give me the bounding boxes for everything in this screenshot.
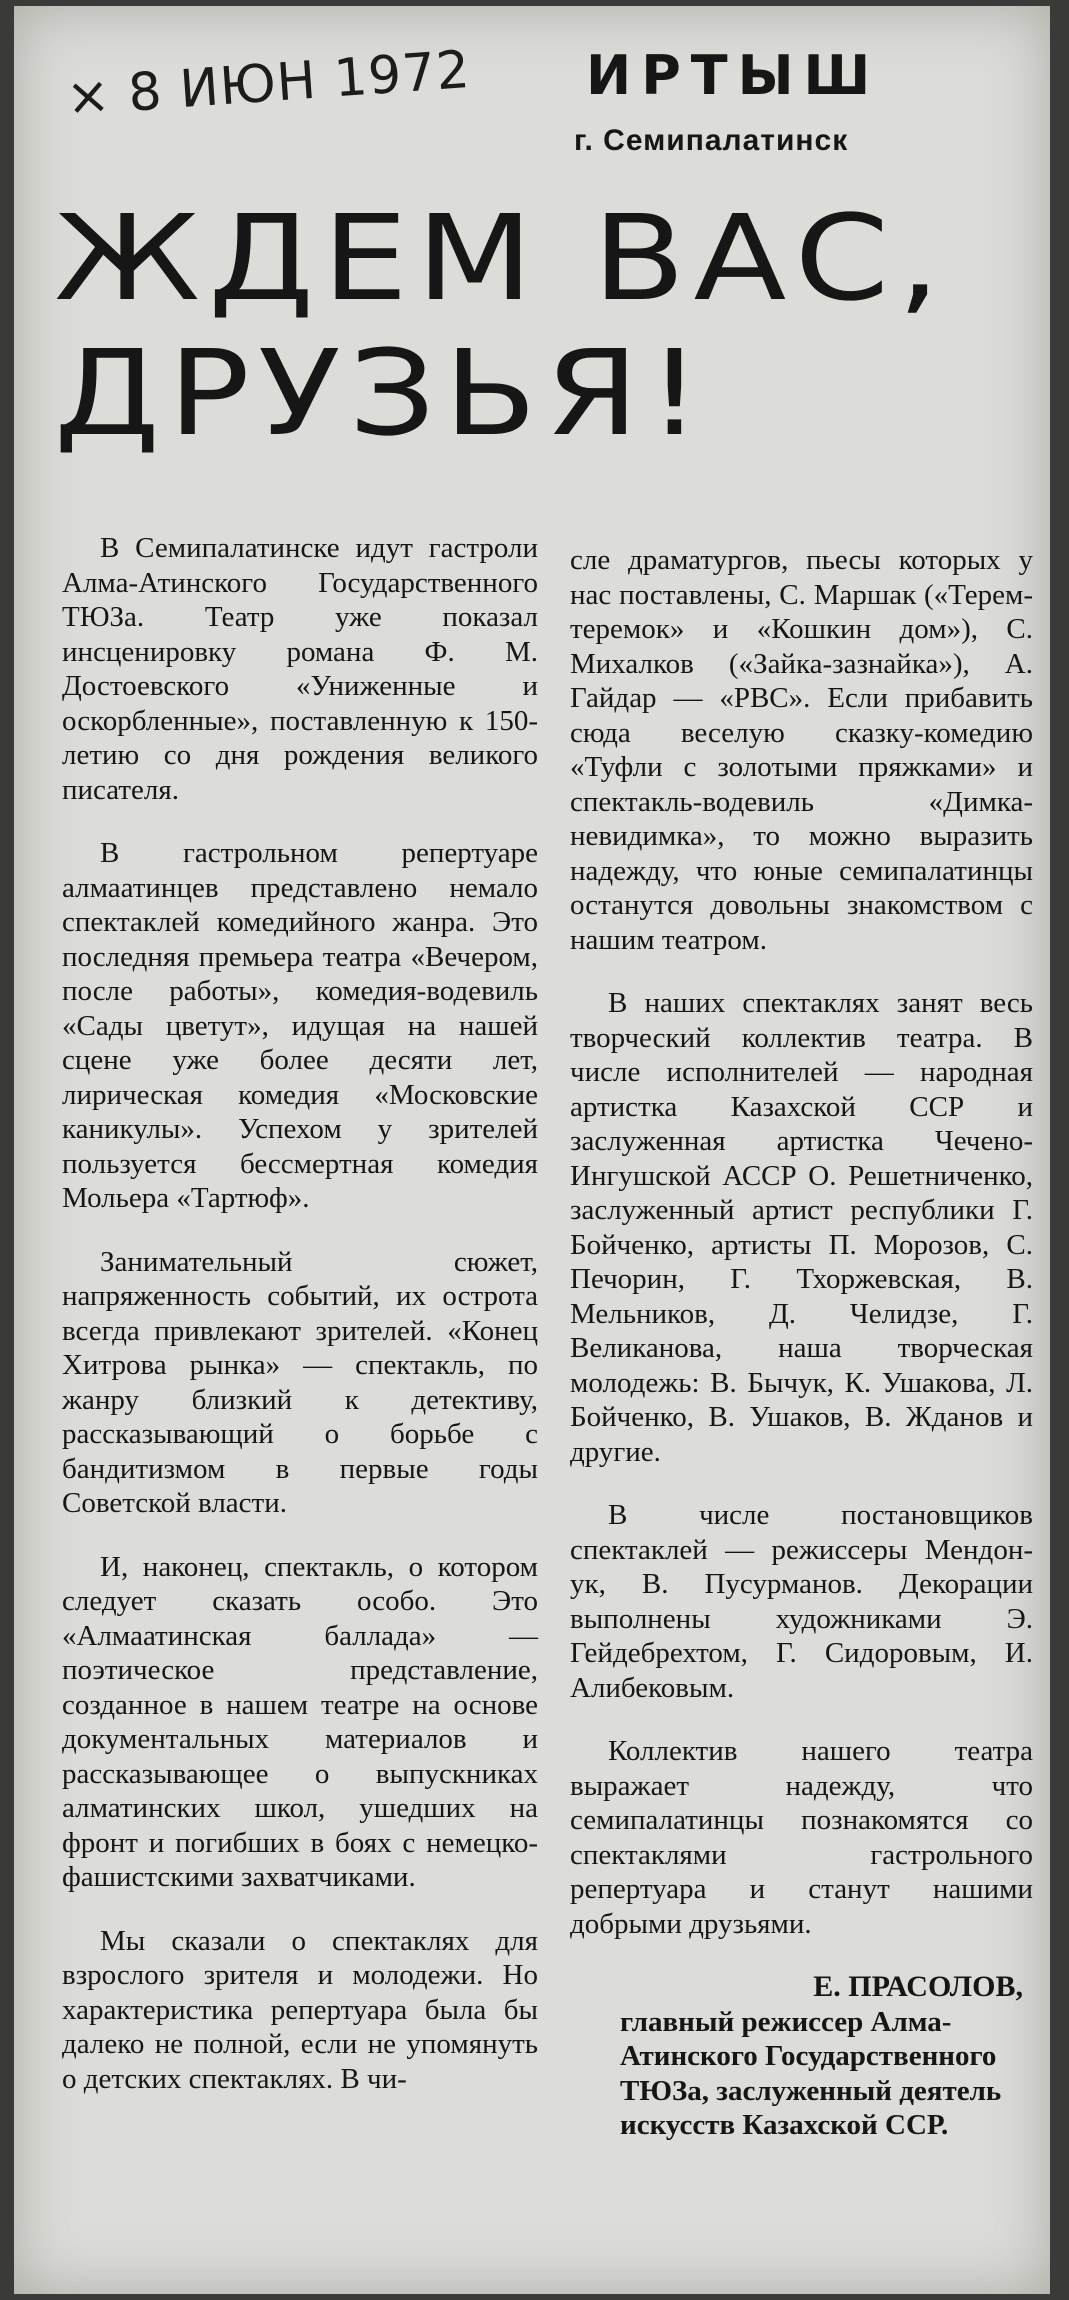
article-column-right [570, 543, 1033, 2143]
article-headline [54, 191, 948, 461]
article-column-left [62, 531, 538, 2125]
author-signature [570, 1970, 1033, 2143]
newspaper-clipping [14, 6, 1050, 2294]
paragraph: В Семипалатинске идут гастроли Алма-Атинского Государственного ТЮЗа. Театр уже показал инсценировку романа Ф. М. Достоевского «Униженные и оскорбленные», поставленную к 150-летию со дня рождения великого писателя. [62, 532, 538, 806]
paragraph-continued: сле драматургов, пьесы которых у нас поставлены, С. Маршак («Терем-теремок» и «Кошкин дом»), С. Михалков («Зайка-зазнайка»), А. Гайдар — «РВС». Если прибавить сюда веселую сказку-комедию «Туфли с золотыми пряжками» и спектакль-водевиль «Димка-невидимка», то можно выразить надежду, что юные семипалатинцы останутся довольны знакомством с нашим театром. [570, 544, 1033, 956]
newspaper-city: г. Семипалатинск [574, 124, 849, 157]
newspaper-name: ИРТЫШ [586, 44, 881, 107]
paragraph: Коллектив нашего театра выражает надежду, что семипалатинцы познакомятся со спектаклями гастрольного репертуара и станут нашими добрыми друзьями. [570, 1735, 1033, 1940]
headline-line-1: ЖДЕМ ВАС, [54, 189, 949, 327]
date-stamp: × 8 ИЮН 1972 [64, 39, 473, 129]
paragraph: Мы сказали о спектаклях для взрослого зрителя и молодежи. Но характеристика репертуара была бы далеко не полной, если не упомянуть о детских спектаклях. В чи- [62, 1924, 538, 2095]
headline-line-2: ДРУЗЬЯ! [54, 324, 710, 462]
paragraph: Занимательный сюжет, напряженность событий, их острота всегда привлекают зрителей. «Конец Хитрова рынка» — спектакль, по жанру близкий к детективу, рассказывающий о борьбе с бандитизмом в первые годы Советской власти. [62, 1245, 538, 1519]
author-title: главный режиссер Алма-Атинского Государственного ТЮЗа, заслуженный деятель искусств Казахской ССР. [620, 2005, 1002, 2141]
paragraph: В гастрольном репертуаре алмаатинцев представлено немало спектаклей комедийного жанра. Это последняя премьера театра «Вечером, после работы», комедия-водевиль «Сады цветут», идущая на нашей сцене уже более десяти лет, лирическая комедия «Московские каникулы». Успехом у зрителей пользуется бессмертная комедия Мольера «Тартюф». [62, 837, 538, 1214]
paragraph: В числе постановщиков спектаклей — режиссеры Мендон-ук, В. Пусурманов. Декорации выполнены художниками Э. Гейдебрехтом, Г. Сидоровым, И. Алибековым. [570, 1499, 1033, 1704]
paragraph: В наших спектаклях занят весь творческий коллектив театра. В числе исполнителей — народная артистка Казахской ССР и заслуженная артистка Чечено-Ингушской АССР О. Решетниченко, заслуженный артист республики Г. Бойченко, артисты П. Морозов, С. Печорин, Г. Тхоржевская, В. Мельников, Д. Челидзе, Г. Великанова, наша творческая молодежь: В. Бычук, К. Ушакова, Л. Бойченко, В. Ушаков, В. Жданов и другие. [570, 987, 1033, 1468]
paragraph: И, наконец, спектакль, о котором следует сказать особо. Это «Алмаатинская баллада» — поэтическое представление, созданное в нашем театре на основе документальных материалов и рассказывающее о выпускниках алматинских школ, ушедших на фронт и погибших в боях с немецко-фашистскими захватчиками. [62, 1550, 538, 1893]
author-name: Е. ПРАСОЛОВ, [813, 1970, 1023, 2003]
